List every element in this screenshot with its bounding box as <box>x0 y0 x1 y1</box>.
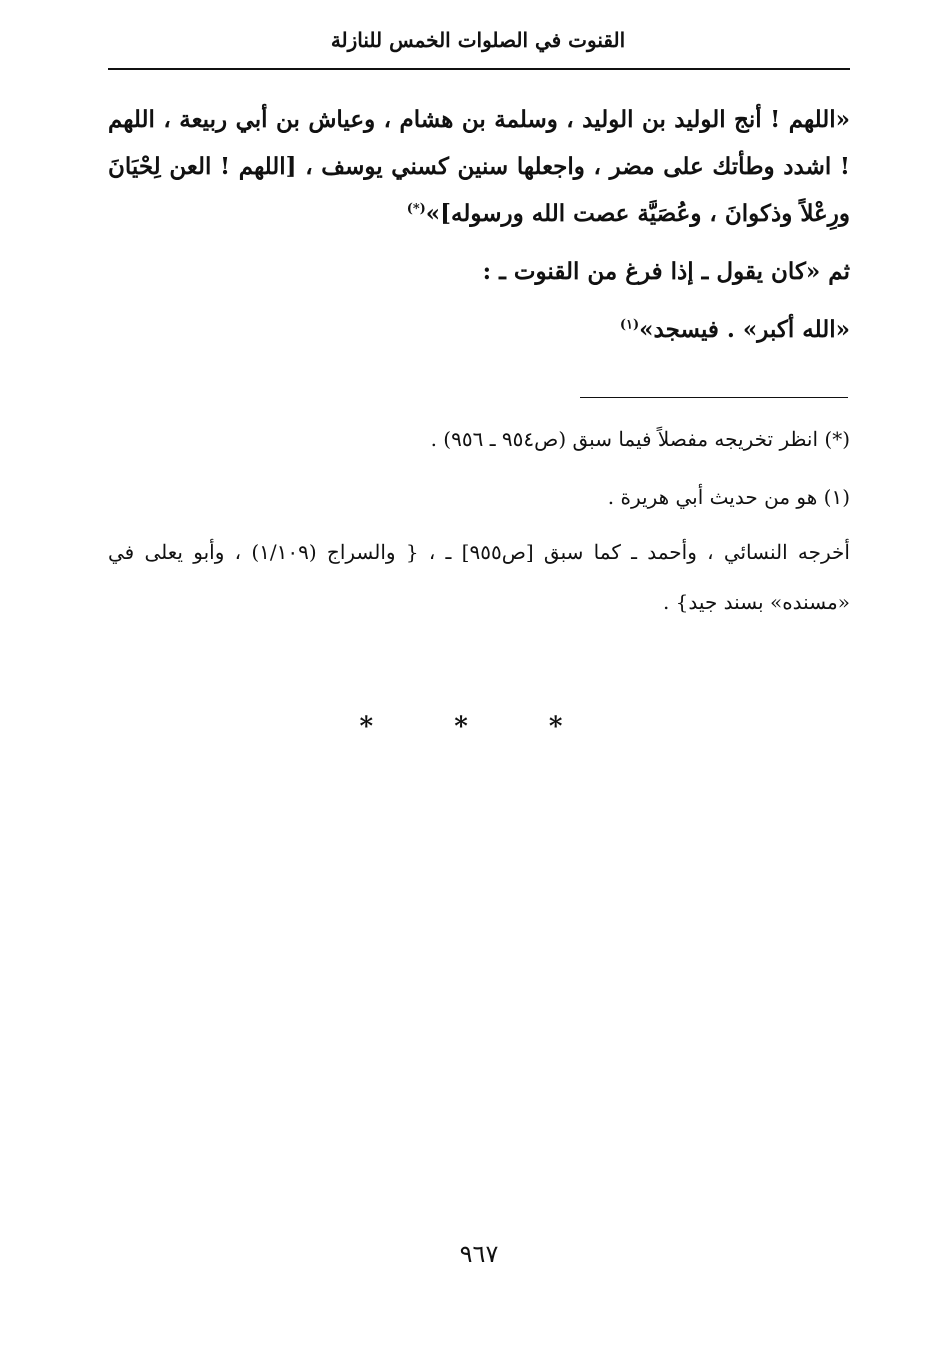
running-header-title: القنوت في الصلوات الخمس للنازلة <box>330 28 626 52</box>
footnote-rule <box>580 397 848 398</box>
section-separator-asterisks: * * * <box>359 712 599 742</box>
body-paragraph-intro: ثم «كان يقول ـ إذا فرغ من القنوت ـ : <box>482 258 850 285</box>
body-paragraph-takbir <box>108 306 850 353</box>
footnote-star: (*) انظر تخريجه مفصلاً فيما سبق (ص٩٥٤ ـ ٩٥٦) . <box>430 427 850 451</box>
header-rule <box>108 68 850 70</box>
takbir-text: «الله أكبر» . فيسجد» <box>639 316 850 343</box>
footnote-1-continued: أخرجه النسائي ، وأحمد ـ كما سبق [ص٩٥٥] ـ ، { والسراج (١/١٠٩) ، وأبو يعلى في «مسنده» بسند جيد} . <box>108 540 850 614</box>
footnote-marker-1: (١) <box>619 317 640 333</box>
hadith-paragraph <box>108 96 850 237</box>
page-number: ٩٦٧ <box>459 1240 499 1268</box>
footnote-1: (١) هو من حديث أبي هريرة . <box>607 485 850 509</box>
hadith-text: «اللهم ! أنج الوليد بن الوليد ، وسلمة بن هشام ، وعياش بن أبي ربيعة ، اللهم ! اشدد وطأتك على مضر ، واجعلها سنين كسني يوسف ، [اللهم ! العن لِحْيَانَ ورِعْلاً وذكوانَ ، وعُصَيَّة عصت الله ورسوله]» <box>108 106 850 227</box>
footnote-marker-star: (*) <box>406 201 426 217</box>
